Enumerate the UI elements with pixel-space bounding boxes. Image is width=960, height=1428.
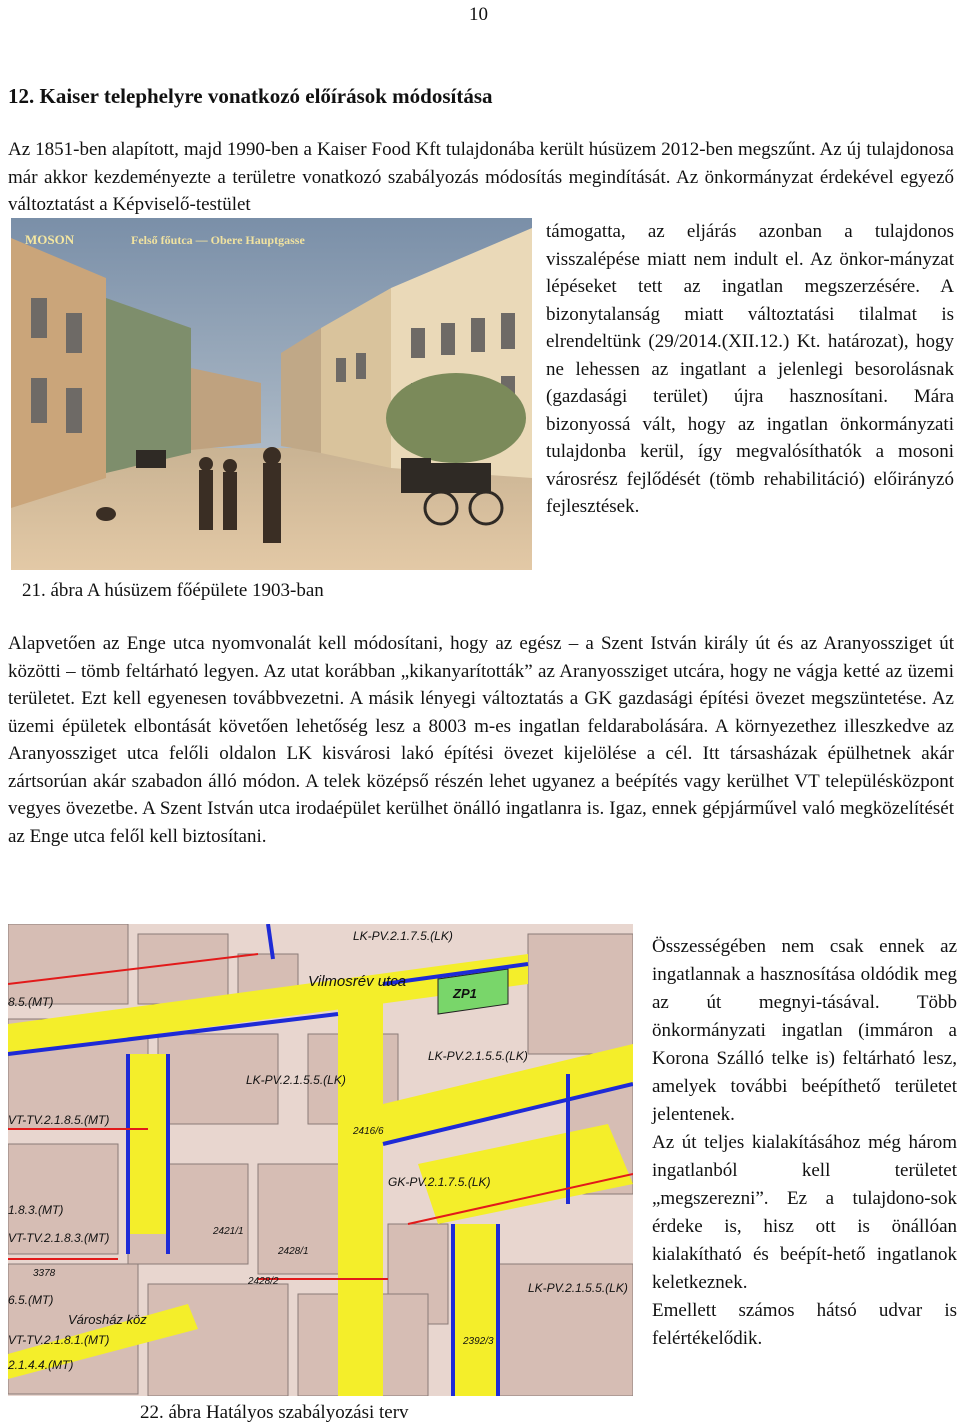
- right-paragraph-3: Emellett számos hátsó udvar is felértékelődik.: [652, 1300, 957, 1349]
- map-label-gk: GK-PV.2.1.7.5.(LK): [388, 1175, 491, 1189]
- map-label-lot-1: 2416/6: [353, 1126, 384, 1137]
- map-caption: 22. ábra Hatályos szabályozási terv: [140, 1402, 409, 1423]
- map-label-vt-1: VT-TV.2.1.8.5.(MT): [8, 1113, 110, 1127]
- map-label-lk-top: LK-PV.2.1.7.5.(LK): [353, 929, 453, 943]
- left-building: [11, 238, 106, 508]
- map-label-vt-2: VT-TV.2.1.8.3.(MT): [8, 1231, 110, 1245]
- map-label-lot-4: 2428/2: [248, 1276, 279, 1287]
- photo-sign-left: MOSON: [25, 232, 75, 247]
- side-paragraph: támogatta, az eljárás azonban a tulajdonos visszalépése miatt nem indult el. Az önkor-mányzat lépéseket tett az ingatlan megszerzésére. A bizonytalanság miatt változtatási tilalmat is elrendeltünk (29/2014.(XII.12.) Kt. határozat), hogy ne lehessen az ingatlant a jelenlegi besorolásnak (gazdasági terület) újra hasznosítani. Mára bizonyossá vált, hogy az ingatlan önkormányzati tulajdonba kerül, így megvalósíthatók a mosoni városrész fejlődését (tömb rehabilitáció) előirányzó fejlesztések.: [546, 221, 954, 517]
- map-label-left-183: 1.8.3.(MT): [8, 1203, 64, 1217]
- map-label-lk-bottom-right: LK-PV.2.1.5.5.(LK): [528, 1281, 628, 1295]
- historic-photo-drawing: [11, 218, 532, 570]
- photo-sign-street: Felső főutca — Obere Hauptgasse: [131, 233, 305, 247]
- map-label-zp1: ZP1: [453, 986, 477, 1001]
- map-label-left-85: 8.5.(MT): [8, 995, 54, 1009]
- map-label-lk-mid-right: LK-PV.2.1.5.5.(LK): [428, 1049, 528, 1063]
- map-label-street-vilmos: Vilmosrév utca: [308, 973, 407, 990]
- historic-photo: [11, 218, 532, 570]
- map-label-lot-5: 3378: [33, 1268, 56, 1279]
- right-paragraph-1: Összességében nem csak ennek az ingatlannak a hasznosítása oldódik meg az út megnyi-tásával. Több önkormányzati ingatlan (immáron a Korona Szálló telke is) feltárható lesz, amelyek további beépíthető területet jelentenek.: [652, 936, 957, 1125]
- map-label-left-44: 2.1.4.4.(MT): [8, 1358, 74, 1372]
- map-label-street-varoshaz: Városház köz: [68, 1312, 147, 1327]
- right-paragraph-2: Az út teljes kialakításához még három ingatlanból kell területet „megszerezni”. Ez a tulajdono-sok érdeke is, hisz ott is önállóan kialakítható és beépít-hető ingatlanok keletkeznek.: [652, 1132, 957, 1293]
- map-label-left-65: 6.5.(MT): [8, 1293, 54, 1307]
- regulation-map-drawing: [8, 924, 633, 1396]
- regulation-map: [8, 924, 633, 1396]
- map-label-lk-mid-left: LK-PV.2.1.5.5.(LK): [246, 1073, 346, 1087]
- map-label-lot-6: 2392/3: [463, 1336, 494, 1347]
- map-label-lot-2: 2421/1: [213, 1226, 244, 1237]
- middle-paragraph: Alapvetően az Enge utca nyomvonalát kell módosítani, hogy az egész – a Szent István király út és az Aranyossziget út közötti – tömb feltárható legyen. Az utat korábban „kikanyarították” az Aranyossziget utcára, hogy ne vágja ketté az üzemi területet. Ezt kell egyenesen továbbvezetni. A másik lényegi változtatás a GK gazdasági építési övezet megszüntetése. Az üzemi épületek elbontását követően lehetőség lesz a 8003 m-es ingatlan feldarabolására. A környezethez illeszkedve az Aranyossziget utca felőli oldalon LK kisvárosi lakó építési övezet kijelölése a cél. Itt társasházak épülhetnek akár zártsorúan akár szabadon álló módon. A telek középső részén lehet ugyanez a beépítés vagy kerülhet VT településközpont vegyes övezetbe. A Szent István utca irodaépület kerülhet önálló ingatlanra is. Igaz, ennek gépjárművel való megközelítését az Enge utca felől kell biztosítani.: [8, 633, 954, 847]
- right-tree: [386, 373, 526, 463]
- left-tree: [106, 298, 191, 473]
- intro-paragraph: Az 1851-ben alapított, majd 1990-ben a Kaiser Food Kft tulajdonába került húsüzem 2012-ben megszűnt. Az új tulajdonosa már akkor kezdeményezte a területre vonatkozó szabályozás módosítás megindítását. Az önkormányzat érdekével egyező változtatást a Képviselő-testület: [8, 139, 954, 215]
- map-label-lot-3: 2428/1: [278, 1246, 309, 1257]
- right-column: [652, 933, 957, 1353]
- page-number: 10: [469, 4, 488, 25]
- section-heading: 12. Kaiser telephelyre vonatkozó előírások módosítása: [8, 84, 493, 108]
- map-label-vt-3: VT-TV.2.1.8.1.(MT): [8, 1333, 110, 1347]
- photo-caption: 21. ábra A húsüzem főépülete 1903-ban: [22, 580, 324, 601]
